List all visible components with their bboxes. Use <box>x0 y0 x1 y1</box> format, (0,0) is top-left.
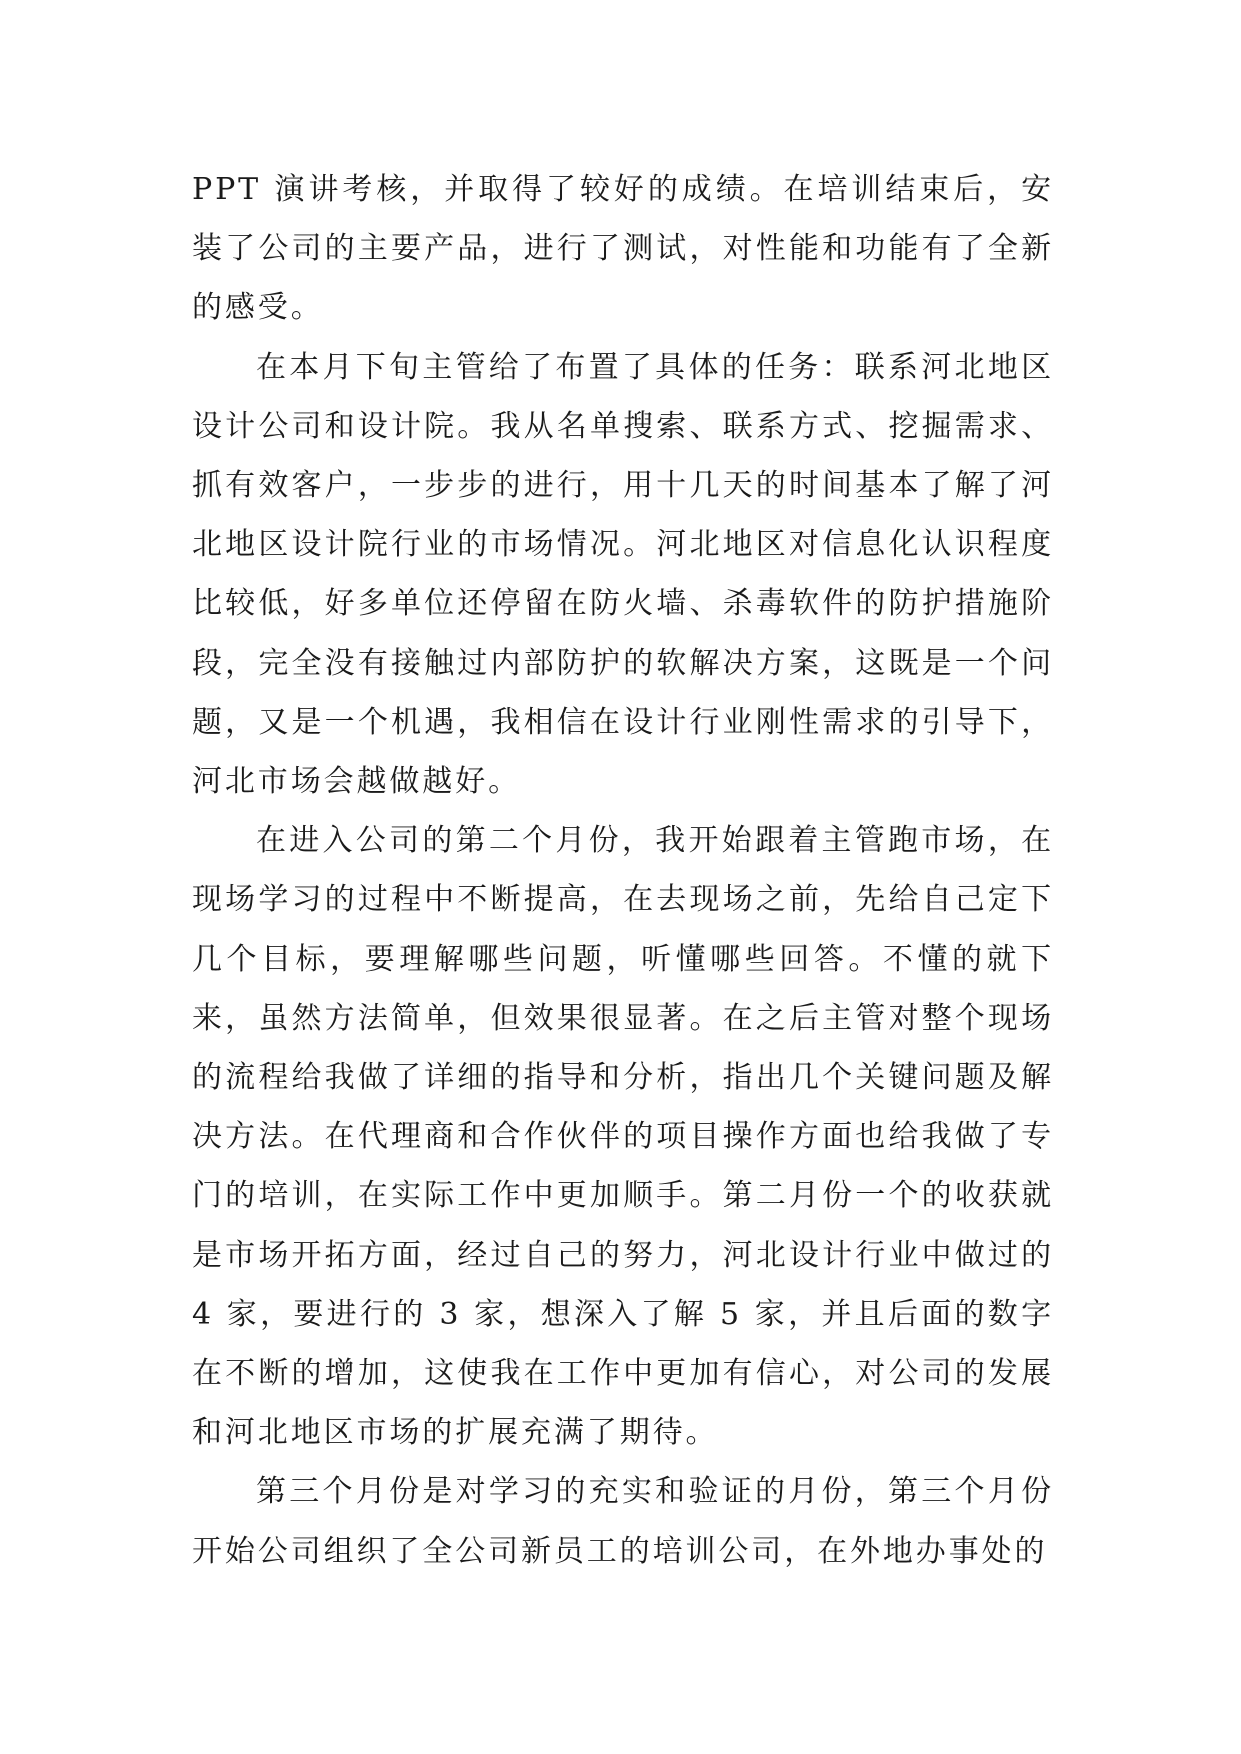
body-text <box>192 160 1054 1581</box>
paragraph-2: 在本月下旬主管给了布置了具体的任务：联系河北地区设计公司和设计院。我从名单搜索、联系方式、挖掘需求、抓有效客户，一步步的进行，用十几天的时间基本了解了河北地区设计院行业的市场情况。河北地区对信息化认识程度比较低，好多单位还停留在防火墙、杀毒软件的防护措施阶段，完全没有接触过内部防护的软解决方案，这既是一个问题，又是一个机遇，我相信在设计行业刚性需求的引导下，河北市场会越做越好。 <box>192 349 1054 800</box>
paragraph-4: 第三个月份是对学习的充实和验证的月份，第三个月份开始公司组织了全公司新员工的培训公司，在外地办事处的 <box>192 1474 1054 1569</box>
paragraph-1: PPT 演讲考核，并取得了较好的成绩。在培训结束后，安装了公司的主要产品，进行了测试，对性能和功能有了全新的感受。 <box>192 172 1054 326</box>
paragraph-3: 在进入公司的第二个月份，我开始跟着主管跑市场，在现场学习的过程中不断提高，在去现场之前，先给自己定下几个目标，要理解哪些问题，听懂哪些回答。不懂的就下来，虽然方法简单，但效果很显著。在之后主管对整个现场的流程给我做了详细的指导和分析，指出几个关键问题及解决方法。在代理商和合作伙伴的项目操作方面也给我做了专门的培训，在实际工作中更加顺手。第二月份一个的收获就是市场开拓方面，经过自己的努力，河北设计行业中做过的 4 家，要进行的 3 家，想深入了解 5 家，并且后面的数字在不断的增加，这使我在工作中更加有信心，对公司的发展和河北地区市场的扩展充满了期待。 <box>192 823 1054 1451</box>
